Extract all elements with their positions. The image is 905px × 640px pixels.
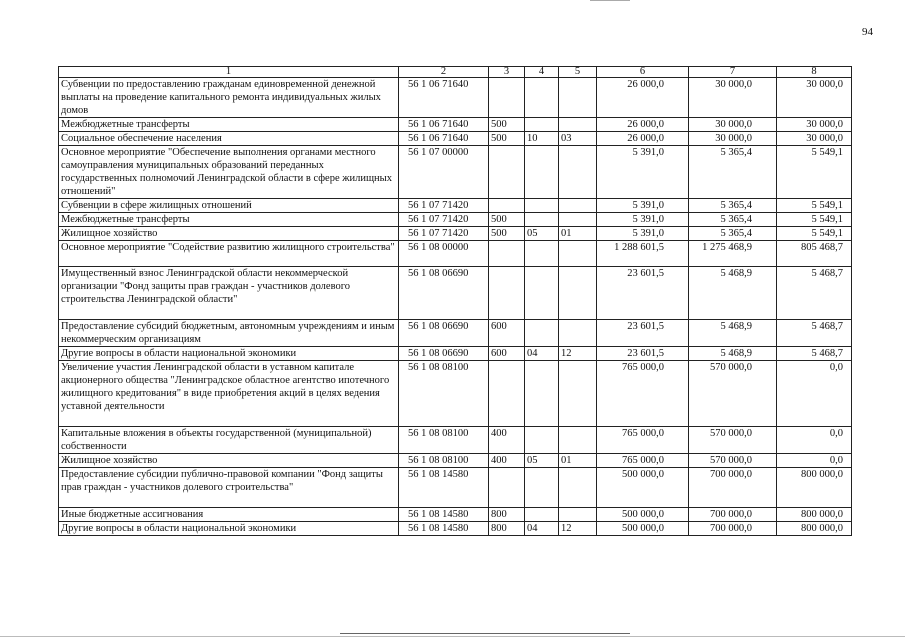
row-col-4: 04 bbox=[525, 522, 559, 536]
row-value-col-8: 0,0 bbox=[777, 454, 852, 468]
table-row bbox=[59, 132, 852, 146]
scan-artifact-line bbox=[340, 633, 630, 634]
table-row bbox=[59, 508, 852, 522]
row-name: Жилищное хозяйство bbox=[59, 454, 399, 468]
row-value-col-7: 30 000,0 bbox=[689, 132, 777, 146]
row-col-3 bbox=[489, 468, 525, 508]
row-value-col-6: 26 000,0 bbox=[597, 118, 689, 132]
row-value-col-6: 765 000,0 bbox=[597, 361, 689, 427]
scan-edge-bottom bbox=[0, 636, 905, 637]
table-row bbox=[59, 468, 852, 508]
row-code: 56 1 08 06690 bbox=[399, 320, 489, 347]
row-col-3: 600 bbox=[489, 347, 525, 361]
page-number: 94 bbox=[862, 26, 873, 38]
row-code: 56 1 06 71640 bbox=[399, 132, 489, 146]
row-name: Увеличение участия Ленинградской области в уставном капитале акционерного общества "Ленинградское областное агентство ипотечного жилищного кредитования" в виде приобретения акций в целях ведения уставной деятельности bbox=[59, 361, 399, 427]
row-value-col-6: 26 000,0 bbox=[597, 132, 689, 146]
row-value-col-8: 800 000,0 bbox=[777, 508, 852, 522]
row-col-3: 800 bbox=[489, 508, 525, 522]
row-col-5 bbox=[559, 199, 597, 213]
row-name: Основное мероприятие "Содействие развитию жилищного строительства" bbox=[59, 241, 399, 267]
row-col-3 bbox=[489, 199, 525, 213]
row-name: Основное мероприятие "Обеспечение выполнения органами местного самоуправления муниципальных образований переданных государственных полномочий Ленинградской области в сфере жилищных отношений" bbox=[59, 146, 399, 199]
row-name: Другие вопросы в области национальной экономики bbox=[59, 347, 399, 361]
row-col-3: 400 bbox=[489, 454, 525, 468]
row-name: Иные бюджетные ассигнования bbox=[59, 508, 399, 522]
row-col-3: 400 bbox=[489, 427, 525, 454]
row-value-col-7: 5 365,4 bbox=[689, 213, 777, 227]
table-header-row bbox=[59, 67, 852, 78]
row-name: Субвенции по предоставлению гражданам единовременной денежной выплаты на проведение капитального ремонта индивидуальных жилых домов bbox=[59, 78, 399, 118]
row-value-col-6: 1 288 601,5 bbox=[597, 241, 689, 267]
row-value-col-6: 23 601,5 bbox=[597, 267, 689, 320]
row-name: Предоставление субсидий бюджетным, автономным учреждениям и иным некоммерческим организациям bbox=[59, 320, 399, 347]
row-name: Жилищное хозяйство bbox=[59, 227, 399, 241]
row-value-col-6: 765 000,0 bbox=[597, 454, 689, 468]
row-col-5 bbox=[559, 118, 597, 132]
row-col-4: 10 bbox=[525, 132, 559, 146]
row-code: 56 1 06 71640 bbox=[399, 118, 489, 132]
row-col-4 bbox=[525, 146, 559, 199]
row-name: Другие вопросы в области национальной экономики bbox=[59, 522, 399, 536]
row-value-col-6: 500 000,0 bbox=[597, 522, 689, 536]
row-value-col-8: 5 468,7 bbox=[777, 347, 852, 361]
header-col-2: 2 bbox=[399, 67, 489, 78]
table-row bbox=[59, 199, 852, 213]
row-code: 56 1 08 08100 bbox=[399, 427, 489, 454]
row-col-3: 600 bbox=[489, 320, 525, 347]
row-col-4 bbox=[525, 199, 559, 213]
row-col-5 bbox=[559, 213, 597, 227]
row-value-col-8: 5 549,1 bbox=[777, 227, 852, 241]
row-col-3 bbox=[489, 241, 525, 267]
row-col-3: 500 bbox=[489, 132, 525, 146]
row-value-col-8: 30 000,0 bbox=[777, 132, 852, 146]
row-col-4 bbox=[525, 213, 559, 227]
row-value-col-7: 1 275 468,9 bbox=[689, 241, 777, 267]
row-value-col-7: 570 000,0 bbox=[689, 361, 777, 427]
row-col-4: 05 bbox=[525, 227, 559, 241]
row-value-col-8: 5 468,7 bbox=[777, 267, 852, 320]
header-col-8: 8 bbox=[777, 67, 852, 78]
row-value-col-8: 5 549,1 bbox=[777, 213, 852, 227]
row-value-col-6: 5 391,0 bbox=[597, 146, 689, 199]
row-value-col-8: 0,0 bbox=[777, 427, 852, 454]
header-col-6: 6 bbox=[597, 67, 689, 78]
row-value-col-8: 5 549,1 bbox=[777, 199, 852, 213]
row-col-5 bbox=[559, 146, 597, 199]
row-col-5 bbox=[559, 320, 597, 347]
row-value-col-7: 30 000,0 bbox=[689, 78, 777, 118]
row-value-col-8: 5 549,1 bbox=[777, 146, 852, 199]
row-code: 56 1 08 06690 bbox=[399, 347, 489, 361]
row-value-col-7: 570 000,0 bbox=[689, 454, 777, 468]
row-value-col-8: 30 000,0 bbox=[777, 118, 852, 132]
table-row bbox=[59, 227, 852, 241]
row-value-col-6: 5 391,0 bbox=[597, 227, 689, 241]
row-code: 56 1 08 08100 bbox=[399, 454, 489, 468]
row-name: Социальное обеспечение населения bbox=[59, 132, 399, 146]
row-name: Межбюджетные трансферты bbox=[59, 118, 399, 132]
row-col-4 bbox=[525, 241, 559, 267]
row-col-5 bbox=[559, 78, 597, 118]
row-col-3 bbox=[489, 146, 525, 199]
row-col-4 bbox=[525, 427, 559, 454]
row-value-col-8: 0,0 bbox=[777, 361, 852, 427]
row-code: 56 1 08 00000 bbox=[399, 241, 489, 267]
row-col-4 bbox=[525, 118, 559, 132]
row-name: Субвенции в сфере жилищных отношений bbox=[59, 199, 399, 213]
row-code: 56 1 07 71420 bbox=[399, 199, 489, 213]
row-value-col-7: 5 365,4 bbox=[689, 227, 777, 241]
table-row bbox=[59, 241, 852, 267]
row-value-col-6: 5 391,0 bbox=[597, 199, 689, 213]
row-col-3: 800 bbox=[489, 522, 525, 536]
row-value-col-8: 800 000,0 bbox=[777, 468, 852, 508]
row-value-col-6: 23 601,5 bbox=[597, 320, 689, 347]
row-col-5: 01 bbox=[559, 454, 597, 468]
row-col-3: 500 bbox=[489, 213, 525, 227]
row-col-5 bbox=[559, 267, 597, 320]
row-value-col-8: 5 468,7 bbox=[777, 320, 852, 347]
row-value-col-7: 5 365,4 bbox=[689, 199, 777, 213]
row-col-4: 04 bbox=[525, 347, 559, 361]
row-value-col-7: 700 000,0 bbox=[689, 522, 777, 536]
table-row bbox=[59, 118, 852, 132]
row-code: 56 1 08 14580 bbox=[399, 508, 489, 522]
row-value-col-7: 5 365,4 bbox=[689, 146, 777, 199]
row-col-3 bbox=[489, 361, 525, 427]
row-col-5 bbox=[559, 427, 597, 454]
row-value-col-8: 30 000,0 bbox=[777, 78, 852, 118]
row-col-4 bbox=[525, 267, 559, 320]
row-code: 56 1 07 71420 bbox=[399, 227, 489, 241]
row-value-col-7: 30 000,0 bbox=[689, 118, 777, 132]
row-col-4 bbox=[525, 320, 559, 347]
row-code: 56 1 06 71640 bbox=[399, 78, 489, 118]
row-col-4 bbox=[525, 361, 559, 427]
row-value-col-6: 5 391,0 bbox=[597, 213, 689, 227]
table-row bbox=[59, 320, 852, 347]
row-code: 56 1 07 71420 bbox=[399, 213, 489, 227]
table-row bbox=[59, 454, 852, 468]
row-value-col-8: 800 000,0 bbox=[777, 522, 852, 536]
table-row bbox=[59, 213, 852, 227]
row-col-5 bbox=[559, 361, 597, 427]
row-value-col-6: 500 000,0 bbox=[597, 508, 689, 522]
row-value-col-6: 26 000,0 bbox=[597, 78, 689, 118]
row-value-col-6: 500 000,0 bbox=[597, 468, 689, 508]
row-col-5 bbox=[559, 241, 597, 267]
row-name: Капитальные вложения в объекты государственной (муниципальной) собственности bbox=[59, 427, 399, 454]
row-col-4 bbox=[525, 468, 559, 508]
row-col-4: 05 bbox=[525, 454, 559, 468]
header-col-1: 1 bbox=[59, 67, 399, 78]
row-name: Имущественный взнос Ленинградской области некоммерческой организации "Фонд защиты прав граждан - участников долевого строительства Ленинградской области" bbox=[59, 267, 399, 320]
header-col-5: 5 bbox=[559, 67, 597, 78]
row-value-col-7: 5 468,9 bbox=[689, 320, 777, 347]
row-name: Предоставление субсидии публично-правовой компании "Фонд защиты прав граждан - участников долевого строительства" bbox=[59, 468, 399, 508]
row-value-col-7: 700 000,0 bbox=[689, 468, 777, 508]
row-value-col-7: 5 468,9 bbox=[689, 347, 777, 361]
row-col-5 bbox=[559, 468, 597, 508]
row-value-col-8: 805 468,7 bbox=[777, 241, 852, 267]
row-col-3: 500 bbox=[489, 227, 525, 241]
table-row bbox=[59, 78, 852, 118]
row-col-3 bbox=[489, 267, 525, 320]
scan-edge-top bbox=[590, 0, 630, 1]
row-code: 56 1 07 00000 bbox=[399, 146, 489, 199]
row-col-4 bbox=[525, 508, 559, 522]
row-col-3: 500 bbox=[489, 118, 525, 132]
row-code: 56 1 08 06690 bbox=[399, 267, 489, 320]
row-col-4 bbox=[525, 78, 559, 118]
row-col-5: 12 bbox=[559, 347, 597, 361]
row-col-3 bbox=[489, 78, 525, 118]
row-value-col-7: 5 468,9 bbox=[689, 267, 777, 320]
row-col-5 bbox=[559, 508, 597, 522]
row-col-5: 12 bbox=[559, 522, 597, 536]
table-row bbox=[59, 361, 852, 427]
budget-table bbox=[58, 66, 852, 536]
row-code: 56 1 08 14580 bbox=[399, 522, 489, 536]
row-col-5: 01 bbox=[559, 227, 597, 241]
table-row bbox=[59, 146, 852, 199]
table-row bbox=[59, 522, 852, 536]
row-col-5: 03 bbox=[559, 132, 597, 146]
row-value-col-6: 23 601,5 bbox=[597, 347, 689, 361]
row-name: Межбюджетные трансферты bbox=[59, 213, 399, 227]
row-value-col-7: 700 000,0 bbox=[689, 508, 777, 522]
header-col-7: 7 bbox=[689, 67, 777, 78]
row-code: 56 1 08 14580 bbox=[399, 468, 489, 508]
header-col-3: 3 bbox=[489, 67, 525, 78]
row-value-col-7: 570 000,0 bbox=[689, 427, 777, 454]
table-row bbox=[59, 267, 852, 320]
row-code: 56 1 08 08100 bbox=[399, 361, 489, 427]
header-col-4: 4 bbox=[525, 67, 559, 78]
table-row bbox=[59, 427, 852, 454]
table-row bbox=[59, 347, 852, 361]
row-value-col-6: 765 000,0 bbox=[597, 427, 689, 454]
